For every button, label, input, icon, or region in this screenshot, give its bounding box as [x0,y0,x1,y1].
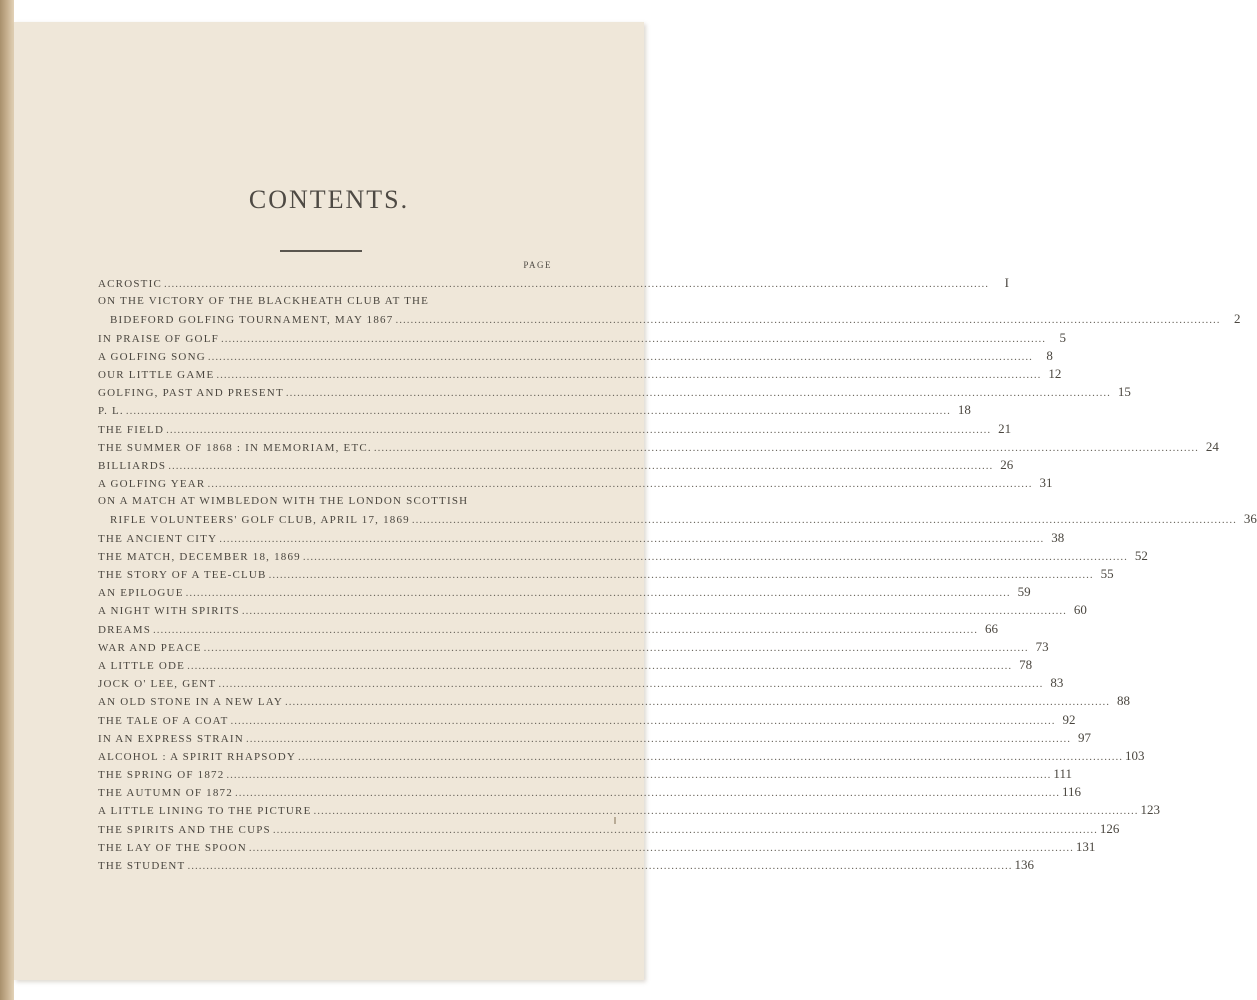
entry-title: DREAMS [98,623,152,636]
entry-page-number: 26 [1000,456,1014,472]
dot-leader: ............................................................................................................................................................................................................................ [245,732,1071,745]
contents-entry [98,838,1096,856]
contents-entry [98,292,1241,328]
contents-entry [98,383,1131,401]
contents-entry-line [98,310,1241,328]
contents-entry-line [98,820,1120,838]
title-rule [280,250,362,252]
contents-entry-line [98,529,1065,547]
dot-leader: ............................................................................................................................................................................................................................ [168,459,994,472]
entry-page-number: 126 [1099,820,1120,836]
entry-page-number: 8 [1046,347,1053,363]
contents-entry [98,492,1257,528]
contents-entry [98,329,1066,347]
contents-entry [98,692,1131,710]
entry-title: ALCOHOL : A SPIRIT RHAPSODY [98,750,297,763]
entry-title: P. L. [98,405,124,418]
entry-title: THE LAY OF THE SPOON [98,841,247,854]
entry-title: THE SPRING OF 1872 [98,769,225,782]
entry-page-number: 66 [985,620,999,636]
contents-entry-line [98,438,1219,456]
dot-leader: ............................................................................................................................................................................................................................ [302,550,1128,563]
entry-page-number: 15 [1117,384,1131,400]
entry-title: THE FIELD [98,423,165,436]
contents-entry-line [98,601,1087,619]
contents-entry-line [98,565,1114,583]
entry-title: ACROSTIC [98,278,162,290]
entry-title: A LITTLE ODE [98,659,186,672]
contents-entry [98,420,1012,438]
entry-title: THE MATCH, DECEMBER 18, 1869 [98,550,301,563]
entry-page-number: I [1004,275,1009,290]
entry-page-number: 92 [1062,711,1076,727]
contents-entry [98,620,999,638]
contents-entry-line [98,274,1009,292]
entry-page-number: 5 [1059,329,1066,345]
entry-page-number: 2 [1233,311,1241,327]
contents-entry [98,820,1120,838]
entry-title: BILLIARDS [98,459,167,472]
entry-title: JOCK O' LEE, GENT [98,678,217,691]
dot-leader: ............................................................................................................................................................................................................................ [230,714,1056,727]
entry-page-number: 24 [1205,438,1219,454]
entry-page-number: 21 [998,420,1012,436]
page-title: CONTENTS. [248,185,410,214]
contents-entry-line [98,383,1131,401]
entry-title: THE AUTUMN OF 1872 [98,787,233,800]
contents-entry [98,438,1219,456]
entry-title: A LITTLE LINING TO THE PICTURE [98,805,312,818]
dot-leader: ............................................................................................................................................................................................................................ [313,805,1139,818]
page-column-header: PAGE [523,260,552,270]
contents-entry-line [98,801,1161,819]
contents-entry-line [98,747,1145,765]
entry-page-number: 59 [1017,584,1031,600]
dot-leader: ............................................................................................................................................................................................................................ [234,787,1060,800]
contents-entry-line [98,583,1031,601]
contents-entry-line [98,729,1091,747]
contents-entry [98,456,1014,474]
contents-list [98,274,1257,874]
contents-entry-line [98,510,1257,528]
contents-entry-line [98,401,971,419]
contents-entry-line-continued [98,492,554,510]
contents-entry [98,711,1076,729]
contents-entry-line [98,765,1072,783]
entry-page-number: 60 [1073,602,1087,618]
dot-leader: ............................................................................................................................................................................................................................ [411,514,1237,527]
paper-mark [614,817,616,824]
dot-leader: ............................................................................................................................................................................................................................ [272,823,1098,836]
entry-page-number: 73 [1035,638,1049,654]
entry-page-number: 12 [1048,365,1062,381]
entry-title: RIFLE VOLUNTEERS' GOLF CLUB, APRIL 17, 1869 [110,514,410,527]
contents-entry [98,729,1091,747]
entry-page-number: 111 [1053,766,1072,782]
dot-leader: ............................................................................................................................................................................................................................ [285,387,1111,400]
contents-entry [98,747,1145,765]
contents-entry [98,765,1072,783]
entry-title: A GOLFING YEAR [98,478,206,491]
dot-leader: ............................................................................................................................................................................................................................ [248,841,1074,854]
contents-entry-line [98,329,1066,347]
entry-page-number: 123 [1140,802,1161,818]
dot-leader: ............................................................................................................................................................................................................................ [298,750,1124,763]
entry-title: AN EPILOGUE [98,587,184,600]
entry-title: OUR LITTLE GAME [98,368,215,381]
dot-leader: ............................................................................................................................................................................................................................ [187,860,1013,872]
contents-entry-line [98,547,1148,565]
contents-entry [98,856,1034,874]
contents-entry [98,601,1087,619]
entry-title: ON A MATCH AT WIMBLEDON WITH THE LONDON SCOTTISH [98,495,469,508]
dot-leader: ............................................................................................................................................................................................................................ [153,623,979,636]
entry-page-number: 103 [1125,747,1145,763]
book-spine-shadow [0,0,14,1000]
entry-title: IN PRAISE OF GOLF [98,332,219,345]
dot-leader: ............................................................................................................................................................................................................................ [220,332,1046,345]
dot-leader: ............................................................................................................................................................................................................................ [395,314,1221,327]
entry-page-number: 52 [1134,547,1148,563]
entry-title: IN AN EXPRESS STRAIN [98,732,244,745]
contents-entry [98,529,1065,547]
contents-entry [98,674,1064,692]
dot-leader: ............................................................................................................................................................................................................................ [207,478,1033,491]
entry-title: A NIGHT WITH SPIRITS [98,605,240,618]
entry-page-number: 31 [1039,475,1053,491]
contents-entry-line [98,347,1053,365]
contents-entry [98,583,1031,601]
entry-title: AN OLD STONE IN A NEW LAY [98,696,284,709]
entry-page-number: 83 [1050,675,1064,691]
dot-leader: ............................................................................................................................................................................................................................ [207,350,1033,363]
contents-entry-line-continued [98,292,554,310]
contents-entry-line [98,692,1131,710]
entry-page-number: 18 [957,402,971,418]
contents-entry [98,565,1114,583]
entry-page-number: 136 [1014,857,1034,872]
contents-entry [98,474,1053,492]
contents-entry [98,547,1148,565]
entry-title: THE STUDENT [98,860,186,872]
contents-entry-line [98,620,999,638]
contents-entry-line [98,711,1076,729]
dot-leader: ............................................................................................................................................................................................................................ [241,605,1067,618]
dot-leader: ............................................................................................................................................................................................................................ [268,569,1094,581]
contents-entry [98,401,971,419]
dot-leader: ............................................................................................................................................................................................................................ [226,769,1052,782]
contents-entry [98,274,1009,292]
contents-entry-line [98,783,1081,801]
dot-leader: ............................................................................................................................................................................................................................ [216,368,1042,381]
contents-entry [98,801,1161,819]
contents-entry-line [98,638,1049,656]
dot-leader: ............................................................................................................................................................................................................................ [285,696,1111,709]
entry-title: A GOLFING SONG [98,350,206,363]
contents-entry [98,783,1081,801]
contents-entry-line [98,838,1096,856]
entry-page-number: 131 [1075,838,1096,854]
dot-leader: ............................................................................................................................................................................................................................ [185,587,1011,600]
contents-entry-line [98,420,1012,438]
entry-title: GOLFING, PAST AND PRESENT [98,387,284,400]
dot-leader: ............................................................................................................................................................................................................................ [203,641,1029,654]
contents-entry-line [98,474,1053,492]
dot-leader: ............................................................................................................................................................................................................................ [166,423,992,436]
entry-page-number: 38 [1051,529,1065,545]
dot-leader: ............................................................................................................................................................................................................................ [125,405,951,418]
entry-page-number: 55 [1100,566,1114,581]
contents-entry [98,365,1062,383]
entry-title: THE STORY OF A TEE-CLUB [98,569,267,581]
book-page [14,22,1257,980]
entry-page-number: 36 [1243,511,1257,527]
dot-leader: ............................................................................................................................................................................................................................ [164,278,989,290]
contents-entry-line [98,456,1014,474]
entry-title: ON THE VICTORY OF THE BLACKHEATH CLUB AT THE [98,295,430,308]
entry-page-number: 88 [1117,693,1131,709]
dot-leader: ............................................................................................................................................................................................................................ [218,678,1044,691]
entry-title: THE ANCIENT CITY [98,532,218,545]
contents-entry-line [98,365,1062,383]
contents-entry-line [98,656,1033,674]
entry-title: BIDEFORD GOLFING TOURNAMENT, MAY 1867 [110,314,394,327]
contents-entry [98,347,1053,365]
entry-page-number: 97 [1077,729,1091,745]
entry-page-number: 78 [1019,656,1033,672]
contents-entry-line [98,856,1034,874]
entry-title: THE SUMMER OF 1868 : IN MEMORIAM, ETC. [98,441,372,454]
entry-title: THE SPIRITS AND THE CUPS [98,823,271,836]
dot-leader: ............................................................................................................................................................................................................................ [219,532,1045,545]
dot-leader: ............................................................................................................................................................................................................................ [187,659,1013,672]
entry-title: WAR AND PEACE [98,641,202,654]
dot-leader: ............................................................................................................................................................................................................................ [373,441,1199,454]
contents-entry-line [98,674,1064,692]
contents-entry [98,656,1033,674]
entry-title: THE TALE OF A COAT [98,714,229,727]
contents-entry [98,638,1049,656]
entry-page-number: 116 [1061,784,1081,800]
